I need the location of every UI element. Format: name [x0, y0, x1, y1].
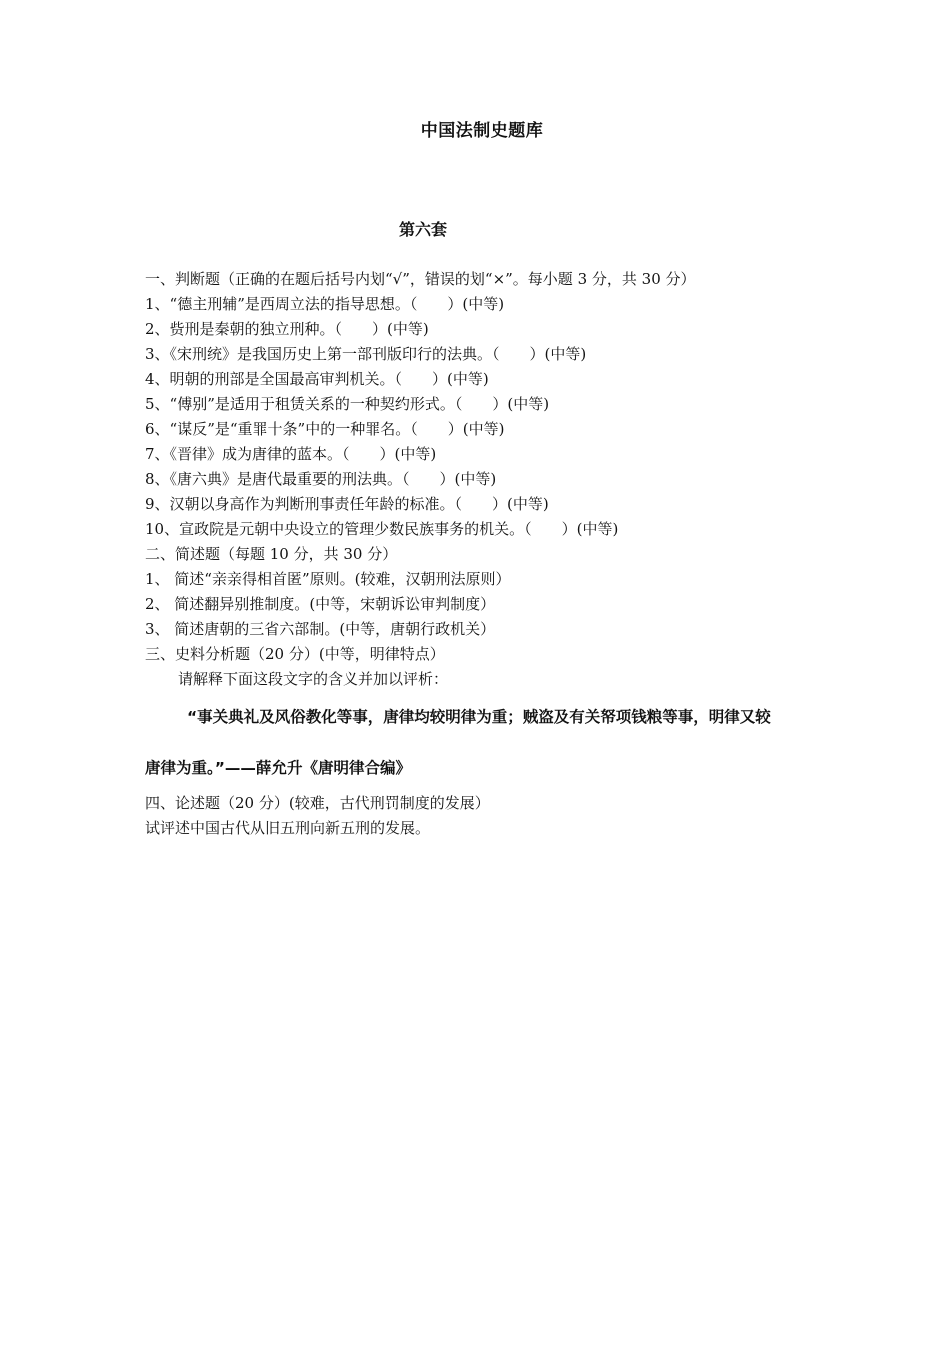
analysis-instruction: 请解释下面这段文字的含义并加以评析： [178, 670, 449, 688]
document-subtitle: 第六套 [398, 220, 447, 239]
list-item: 7、《晋律》成为唐律的蓝本。（ ）(中等) [145, 445, 437, 463]
question-body [145, 267, 845, 692]
list-item: 6、“谋反”是“重罪十条”中的一种罪名。（ ）(中等) [145, 420, 505, 438]
list-item: 3、《宋刑统》是我国历史上第一部刊版印行的法典。（ ）(中等) [145, 345, 587, 363]
section-heading-essay: 四、论述题（20 分）(较难，古代刑罚制度的发展） [145, 794, 490, 812]
list-item: 1、 简述“亲亲得相首匿”原则。(较难，汉朝刑法原则） [145, 570, 511, 588]
list-item: 10、宣政院是元朝中央设立的管理少数民族事务的机关。（ ）(中等) [145, 520, 619, 538]
document-title: 中国法制史题库 [420, 121, 544, 141]
essay-question: 试评述中国古代从旧五刑向新五刑的发展。 [145, 819, 431, 837]
essay-section [145, 791, 845, 841]
section-heading-source-analysis: 三、史料分析题（20 分）(中等，明律特点） [145, 645, 445, 663]
list-item: 9、汉朝以身高作为判断刑事责任年龄的标准。（ ）(中等) [145, 495, 549, 513]
list-item: 3、 简述唐朝的三省六部制。(中等，唐朝行政机关） [145, 620, 496, 638]
list-item: 1、“德主刑辅”是西周立法的指导思想。（ ）(中等) [145, 295, 505, 313]
list-item: 2、赀刑是秦朝的独立刑种。（ ）(中等) [145, 320, 429, 338]
list-item: 4、明朝的刑部是全国最高审判机关。（ ）(中等) [145, 370, 489, 388]
list-item: 8、《唐六典》是唐代最重要的刑法典。（ ）(中等) [145, 470, 497, 488]
list-item: 2、 简述翻异别推制度。(中等，宋朝诉讼审判制度） [145, 595, 496, 613]
section-heading-short-answer: 二、简述题（每题 10 分，共 30 分） [145, 545, 398, 563]
list-item: 5、“傅别”是适用于租赁关系的一种契约形式。（ ）(中等) [145, 395, 550, 413]
section-heading-true-false: 一、判断题（正确的在题后括号内划“√”，错误的划“×”。每小题 3 分，共 30 分） [145, 270, 696, 288]
historical-quote-line-1: “事关典礼及风俗教化等事，唐律均较明律为重；贼盗及有关帑项钱粮等事，明律又较 [187, 708, 771, 726]
historical-quote-line-2: 唐律为重。”——薛允升《唐明律合编》 [145, 759, 411, 777]
